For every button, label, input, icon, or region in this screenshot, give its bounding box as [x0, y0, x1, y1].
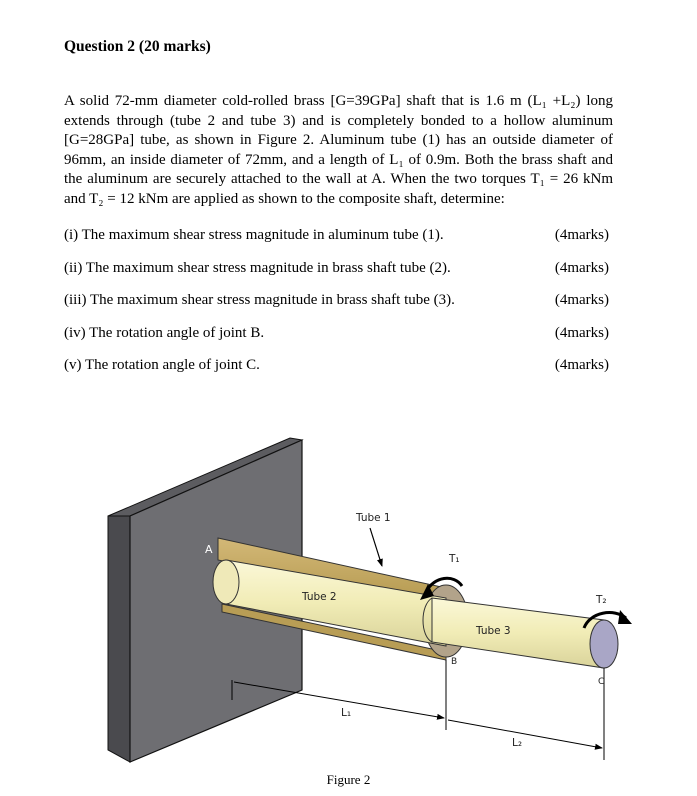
label-tube-2: Tube 2: [302, 591, 337, 603]
part-marks: (4marks): [554, 260, 609, 276]
part-text: (iv) The rotation angle of joint B.: [64, 325, 265, 341]
label-t1: T₁: [449, 553, 460, 565]
part-marks: (4marks): [554, 357, 609, 373]
part-marks: (4marks): [554, 325, 609, 341]
label-c: C: [598, 677, 605, 687]
label-a: A: [205, 543, 213, 556]
part-2: [64, 260, 613, 280]
part-3: [64, 292, 613, 312]
torque-t2-arrowhead: [618, 610, 632, 624]
part-5: [64, 357, 613, 377]
part-text: (ii) The maximum shear stress magnitude in brass shaft tube (2).: [64, 260, 451, 276]
figure-caption: Figure 2: [326, 772, 371, 787]
part-text: (iii) The maximum shear stress magnitude in brass shaft tube (3).: [64, 292, 455, 308]
tube-1-pointer: [370, 528, 382, 566]
tube-2-end-at-wall: [213, 560, 239, 604]
label-tube-3: Tube 3: [476, 625, 511, 637]
wall-side-face: [108, 516, 130, 762]
label-b: B: [451, 657, 458, 667]
part-text: (i) The maximum shear stress magnitude in aluminum tube (1).: [64, 227, 444, 243]
label-l1: L₁: [341, 707, 352, 719]
tube-3-end-face-c: [590, 620, 618, 668]
part-marks: (4marks): [554, 292, 609, 308]
figure-2-diagram: [0, 430, 697, 770]
dim-line-l2: [448, 720, 602, 748]
label-t2: T₂: [596, 594, 607, 606]
tube-3-body: [432, 598, 604, 668]
question-title: Question 2 (20 marks): [64, 38, 211, 55]
part-4: [64, 325, 613, 345]
label-l2: L₂: [512, 737, 523, 749]
part-text: (v) The rotation angle of joint C.: [64, 357, 260, 373]
question-body: A solid 72-mm diameter cold-rolled brass [G=39GPa] shaft that is 1.6 m (L₁ +L₂) long extends through (tube 2 and tube 3) and is completely bonded to a hollow aluminum [G=28GPa] tube, as shown in Figure 2. Aluminum tube (1) has an outside diameter of 96mm, an inside diameter of 72mm, and a length of L₁ of 0.9m. Both the brass shaft and the aluminum are securely attached to the wall at A. When the two torques T₁ = 26 kNm and T₂ = 12 kNm are applied as shown to the composite shaft, determine:: [64, 93, 613, 207]
label-tube-1: Tube 1: [356, 512, 391, 524]
part-1: [64, 227, 613, 247]
part-marks: (4marks): [554, 227, 609, 243]
